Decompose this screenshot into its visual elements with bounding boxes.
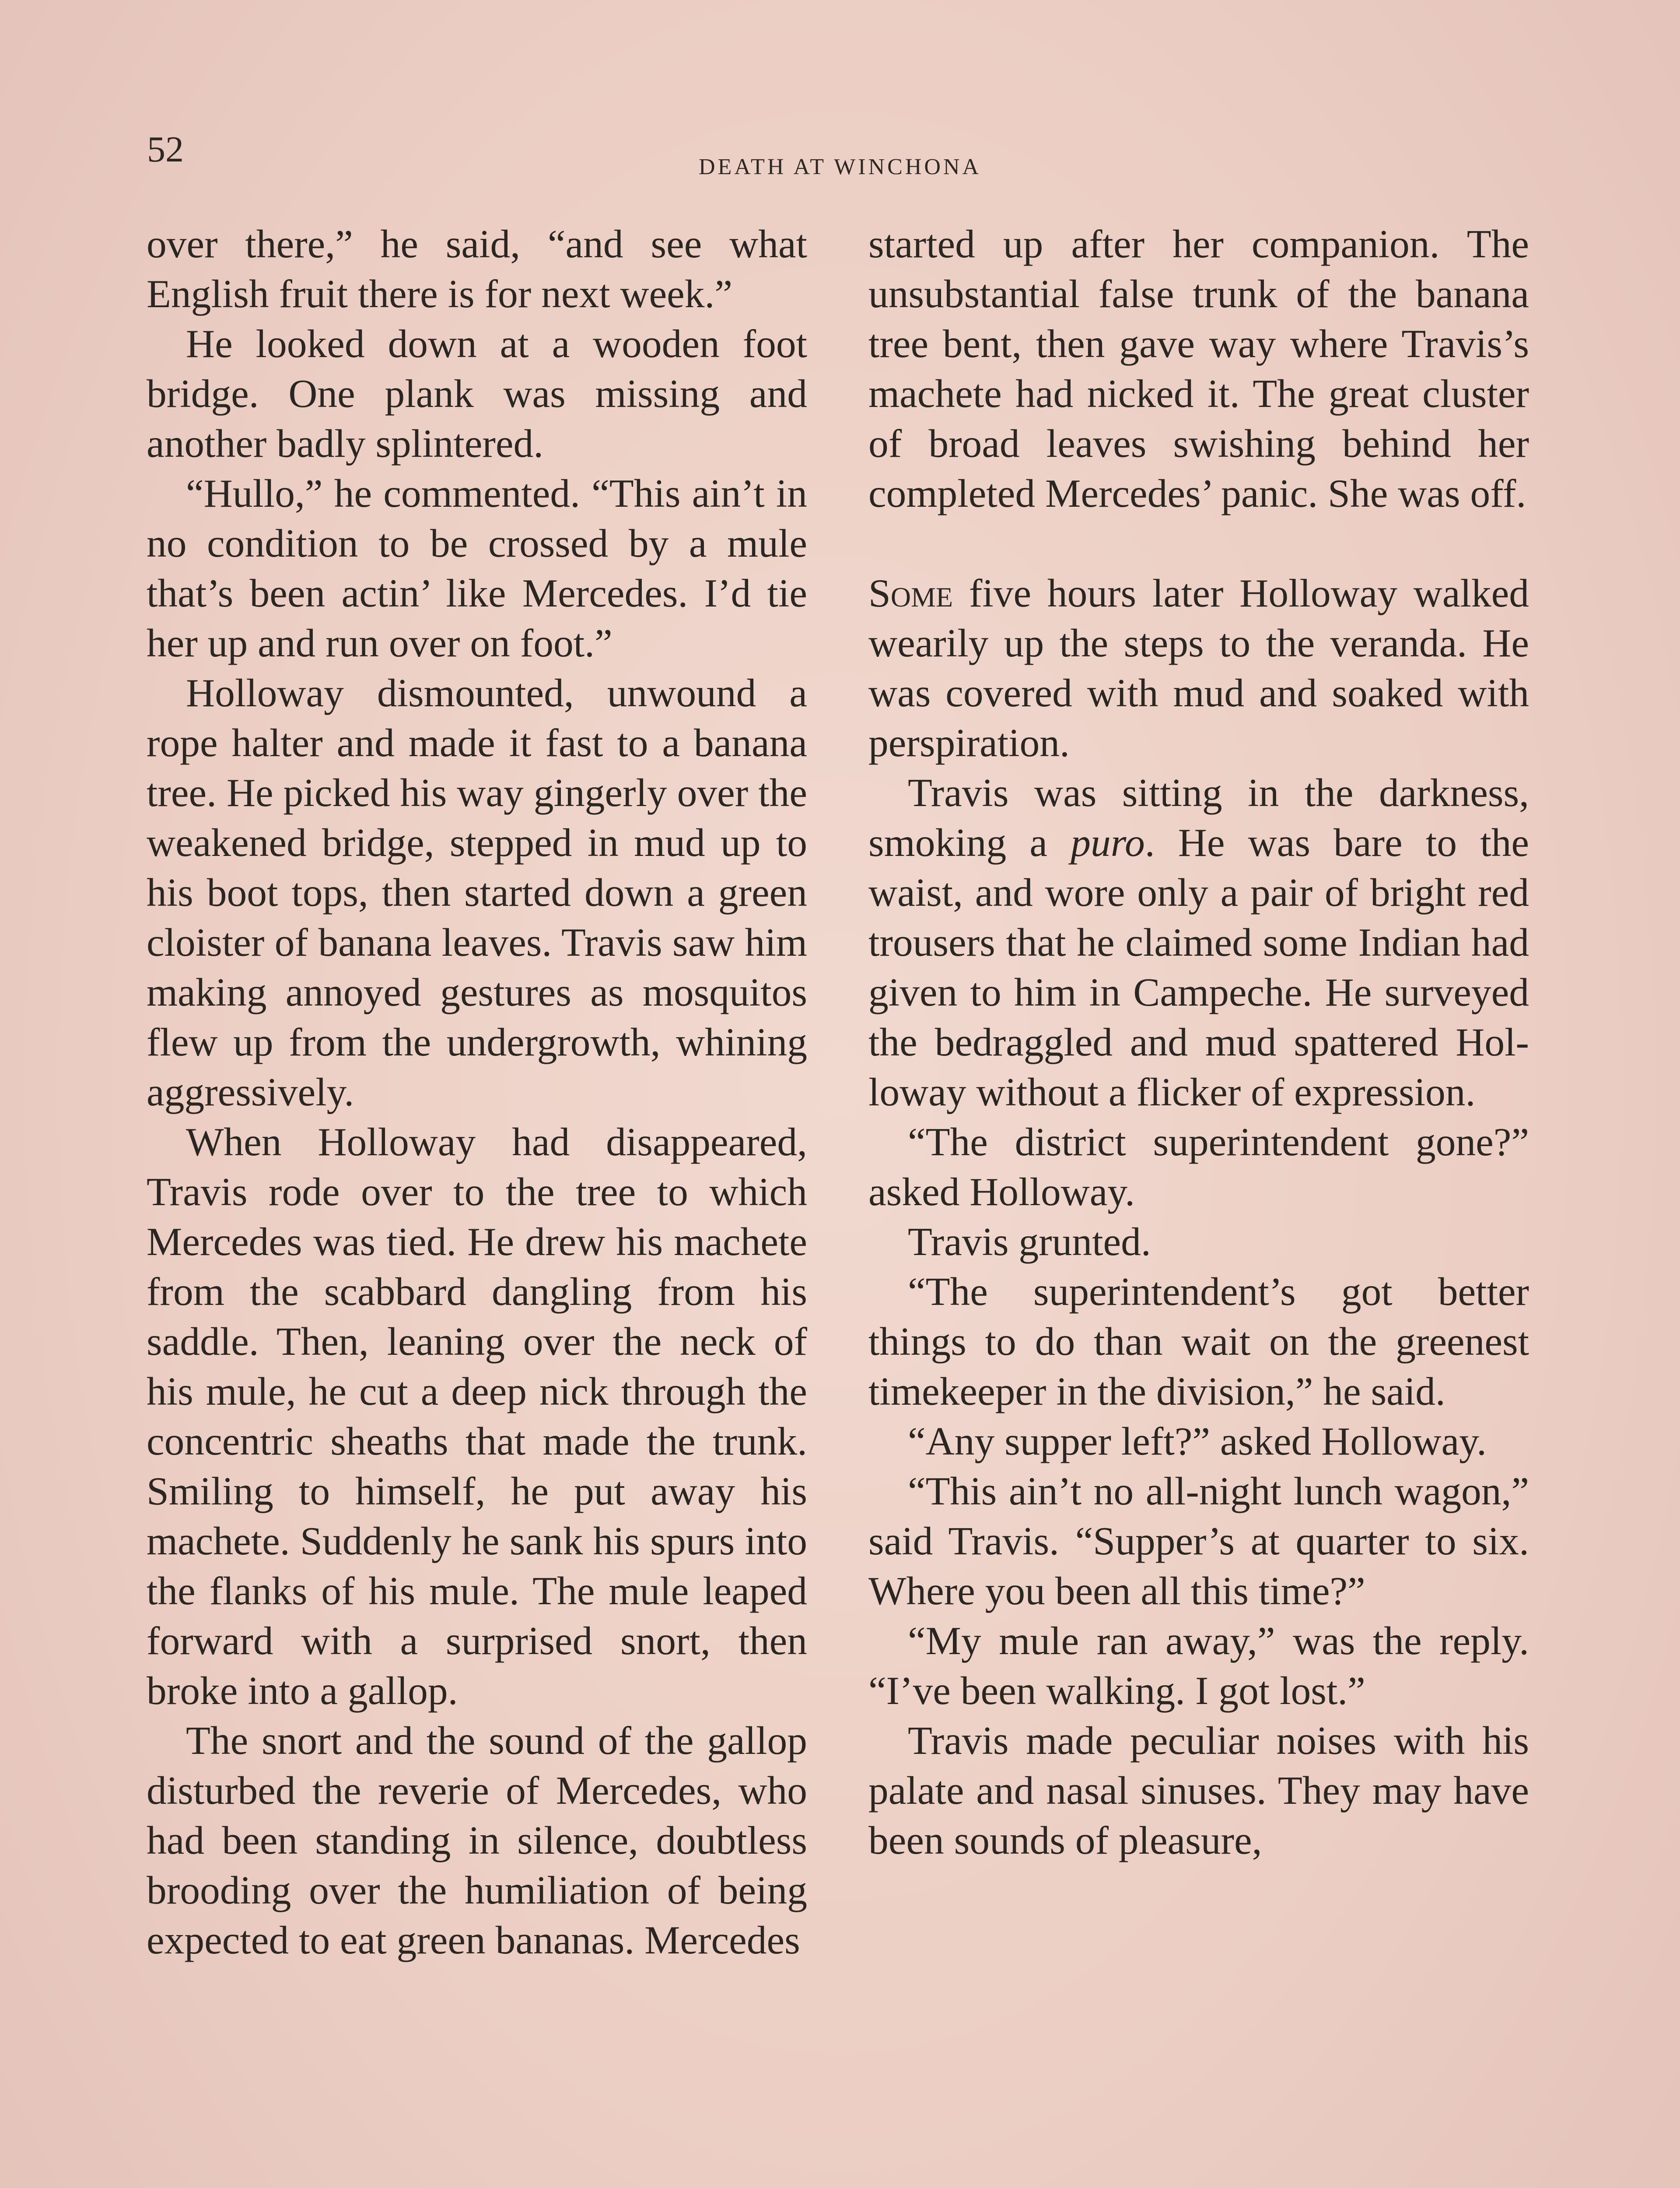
left-column [147,219,807,1965]
paragraph [868,768,1529,1117]
paragraph: Holloway dismounted, unwound a rope halter and made it fast to a banana tree. He picked his way gingerly over the weakened bridge, stepped in mud up to his boot tops, then started down a green cloister of banana leaves. Travis saw him making annoyed gestures as mosquitos flew up from the undergrowth, whining aggressively. [147,670,807,1114]
paragraph-text: . He was bare to the waist, and wore only a pair of bright red trousers that he claimed some Indian had given to him in Campeche. He surveyed the bedraggled and mud spattered Holloway without a flicker of expression. [868,820,1529,1114]
paragraph: “Any supper left?” asked Holloway. [908,1419,1487,1463]
paragraph: Travis made peculiar noises with his palate and nasal sinuses. They may have been sounds of pleasure, [868,1718,1529,1862]
running-head: DEATH AT WINCHONA [698,154,982,179]
paragraph: The snort and the sound of the gallop disturbed the reverie of Mercedes, who had been standing in silence, doubtless brooding over the humiliation of being expected to eat green bananas. Mercedes [147,1718,807,1962]
small-caps-lead: Some [868,571,953,615]
paragraph: started up after her companion. The unsubstantial false trunk of the banana tree bent, then gave way where Travis’s machete had nicked it. The great cluster of broad leaves swishing behind her completed Mercedes’ panic. She was off. [868,221,1529,515]
italic-word: puro [1071,820,1145,865]
paragraph: “The district superintendent gone?” asked Holloway. [868,1119,1529,1214]
paragraph: He looked down at a wooden foot bridge. One plank was missing and another badly splintered. [147,321,807,466]
paragraph: “The superintendent’s got better things to do than wait on the greenest timekeeper in the division,” he said. [868,1269,1529,1413]
right-column [868,219,1529,1865]
paragraph: “Hullo,” he commented. “This ain’t in no condition to be crossed by a mule that’s been actin’ like Mercedes. I’d tie her up and run over on foot.” [147,471,807,665]
page-number: 52 [147,129,184,170]
paragraph-text: five hours later Holloway walked wearily up the steps to the veranda. He was covered with mud and soaked with perspiration. [868,571,1529,765]
paragraph: “This ain’t no all-night lunch wagon,” said Travis. “Supper’s at quarter to six. Where you been all this time?” [868,1469,1529,1613]
paragraph: over there,” he said, “and see what English fruit there is for next week.” [147,221,807,316]
section-opening-paragraph [868,568,1529,768]
paragraph: When Holloway had disappeared, Travis rode over to the tree to which Mercedes was tied. He drew his machete from the scabbard dangling from his saddle. Then, leaning over the neck of his mule, he cut a deep nick through the concentric sheaths that made the trunk. Smiling to himself, he put away his machete. Suddenly he sank his spurs into the flanks of his mule. The mule leaped forward with a surprised snort, then broke into a gallop. [147,1119,807,1713]
paragraph: “My mule ran away,” was the reply. “I’ve been walking. I got lost.” [868,1618,1529,1713]
paragraph-text: Travis was sitting in the darkness, smoking a [868,770,1529,865]
paragraph: Travis grunted. [908,1219,1151,1264]
